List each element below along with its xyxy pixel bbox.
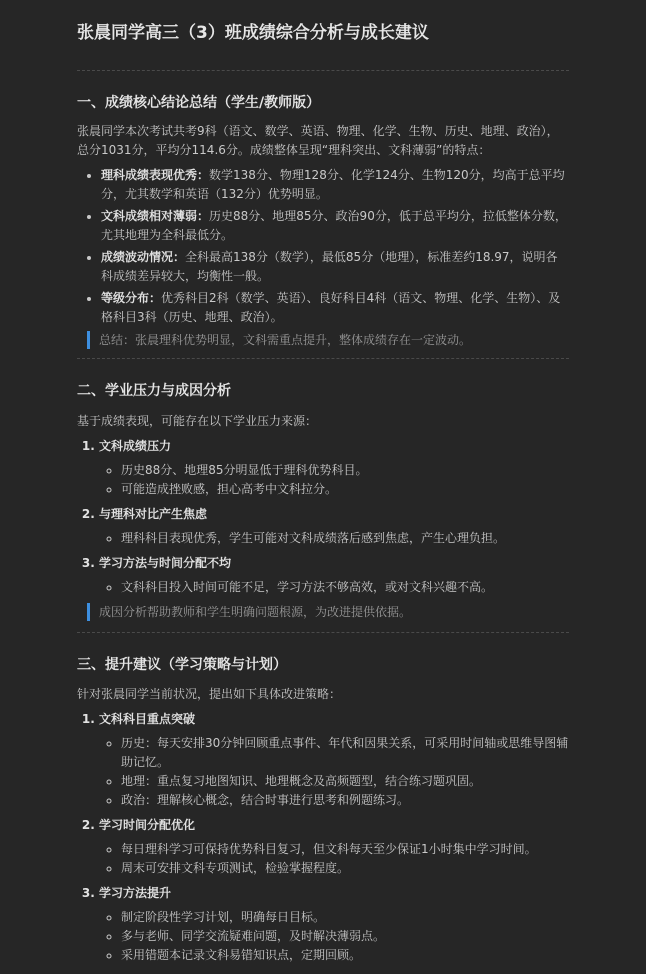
sub-item: ◦ 周末可安排文科专项测试，检验掌握程度。 bbox=[121, 859, 569, 878]
list-item bbox=[99, 710, 569, 810]
item-text: 优秀科目2科（数学、英语）、良好科目4科（语文、物理、化学、生物）、及格科目3科（历史、地理、政治）。 bbox=[101, 291, 561, 324]
item-text: 数学138分、物理128分、化学124分、生物120分，均高于总平均分，尤其数学和英语（132分）优势明显。 bbox=[101, 168, 565, 201]
item-text: 历史88分、地理85分、政治90分，低于总平均分，拉低整体分数，尤其地理为全科最低分。 bbox=[101, 209, 567, 242]
list-item bbox=[101, 166, 569, 204]
sub-item: ◦ 地理：重点复习地图知识、地理概念及高频题型，结合练习题巩固。 bbox=[121, 772, 569, 791]
section-intro: 针对张晨同学当前状况，提出如下具体改进策略： bbox=[77, 687, 342, 701]
sub-item: ◦ 历史：每天安排30分钟回顾重点事件、年代和因果关系，可采用时间轴或思维导图辅助记忆。 bbox=[121, 734, 569, 772]
sub-item: ◦ 采用错题本记录文科易错知识点，定期回顾。 bbox=[121, 946, 569, 965]
list-item bbox=[101, 207, 569, 245]
section-analysis bbox=[77, 381, 569, 621]
item-title: 学习方法与时间分配不均 bbox=[99, 556, 232, 570]
list-item bbox=[101, 248, 569, 286]
page-title: 张晨同学高三（3）班成绩综合分析与成长建议 bbox=[77, 23, 429, 43]
list-item bbox=[99, 505, 569, 548]
summary-quote: 总结：张晨理科优势明显，文科需重点提升，整体成绩存在一定波动。 bbox=[87, 331, 569, 349]
section-intro: 基于成绩表现，可能存在以下学业压力来源： bbox=[77, 414, 318, 428]
item-label: 文科成绩相对薄弱： bbox=[101, 209, 210, 223]
sub-item: ◦ 理科科目表现优秀，学生可能对文科成绩落后感到焦虑，产生心理负担。 bbox=[121, 529, 569, 548]
sub-item: ◦ 多与老师、同学交流疑难问题，及时解决薄弱点。 bbox=[121, 927, 569, 946]
section-summary bbox=[77, 93, 569, 349]
sub-item: ◦ 每日理科学习可保持优势科目复习，但文科每天至少保证1小时集中学习时间。 bbox=[121, 840, 569, 859]
item-title: 与理科对比产生焦虑 bbox=[99, 507, 208, 521]
analysis-quote: 成因分析帮助教师和学生明确问题根源，为改进提供依据。 bbox=[87, 603, 569, 621]
section-heading: 一、成绩核心结论总结（学生/教师版） bbox=[77, 95, 321, 111]
section-suggestions bbox=[77, 655, 569, 965]
item-title: 文科成绩压力 bbox=[99, 439, 172, 453]
divider bbox=[77, 632, 569, 633]
list-item bbox=[101, 289, 569, 327]
item-title: 文科科目重点突破 bbox=[99, 712, 196, 726]
sub-item: ◦ 政治：理解核心概念，结合时事进行思考和例题练习。 bbox=[121, 791, 569, 810]
section-heading: 三、提升建议（学习策略与计划） bbox=[77, 657, 287, 673]
item-title: 学习时间分配优化 bbox=[99, 818, 196, 832]
sub-item: ◦ 可能造成挫败感，担心高考中文科拉分。 bbox=[121, 480, 569, 499]
item-label: 成绩波动情况： bbox=[101, 250, 186, 264]
list-item bbox=[99, 816, 569, 878]
sub-item: ◦ 文科科目投入时间可能不足，学习方法不够高效，或对文科兴趣不高。 bbox=[121, 578, 569, 597]
item-label: 等级分布： bbox=[101, 291, 162, 305]
list-item bbox=[99, 554, 569, 597]
analysis-list bbox=[77, 437, 569, 597]
item-title: 学习方法提升 bbox=[99, 886, 172, 900]
section-intro: 张晨同学本次考试共考9科（语文、数学、英语、物理、化学、生物、历史、地理、政治），总分1031分，平均分114.6分。成绩整体呈现“理科突出、文科薄弱”的特点： bbox=[77, 124, 559, 157]
divider bbox=[77, 358, 569, 359]
item-label: 理科成绩表现优秀： bbox=[101, 168, 210, 182]
sub-item: ◦ 制定阶段性学习计划，明确每日目标。 bbox=[121, 908, 569, 927]
summary-list bbox=[77, 166, 569, 327]
divider bbox=[77, 70, 569, 71]
list-item bbox=[99, 884, 569, 965]
section-heading: 二、学业压力与成因分析 bbox=[77, 383, 231, 399]
list-item bbox=[99, 437, 569, 499]
suggestion-list bbox=[77, 710, 569, 965]
item-text: 全科最高138分（数学），最低85分（地理），标准差约18.97，说明各科成绩差异较大，均衡性一般。 bbox=[101, 250, 558, 283]
sub-item: ◦ 历史88分、地理85分明显低于理科优势科目。 bbox=[121, 461, 569, 480]
